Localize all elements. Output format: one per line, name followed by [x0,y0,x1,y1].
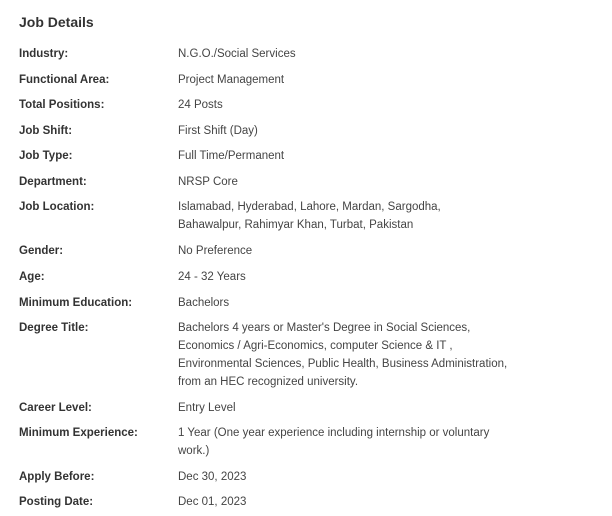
detail-value: 1 Year (One year experience including internship or voluntary work.) [178,427,490,457]
detail-label: Department: [19,176,87,188]
detail-value: Islamabad, Hyderabad, Lahore, Mardan, Sargodha, Bahawalpur, Rahimyar Khan, Turbat, Pakistan [178,201,441,231]
detail-value: No Preference [178,245,253,257]
detail-label: Job Type: [19,150,73,162]
detail-value: Dec 01, 2023 [178,496,247,508]
detail-value: First Shift (Day) [178,125,258,137]
detail-label: Degree Title: [19,322,89,334]
detail-label: Functional Area: [19,74,110,86]
detail-value: Dec 30, 2023 [178,471,247,483]
detail-label: Job Location: [19,201,95,213]
detail-label: Career Level: [19,402,92,414]
section-title: Job Details [19,14,94,30]
detail-label: Minimum Education: [19,297,133,309]
detail-label: Age: [19,271,45,283]
detail-label: Industry: [19,48,69,60]
detail-value: 24 Posts [178,99,223,111]
detail-value: 24 - 32 Years [178,271,246,283]
detail-value: Project Management [178,74,285,86]
detail-value: Bachelors [178,297,230,309]
detail-value: N.G.O./Social Services [178,48,296,60]
detail-value: Bachelors 4 years or Master's Degree in Social Sciences, Economics / Agri-Economics, computer Science & IT , Environmental Sciences, Public Health, Business Administration, from an HEC recognized university. [178,322,508,388]
detail-value: Entry Level [178,402,236,414]
detail-value: Full Time/Permanent [178,150,285,162]
detail-value: NRSP Core [178,176,238,188]
detail-label: Gender: [19,245,64,257]
detail-label: Apply Before: [19,471,95,483]
detail-label: Job Shift: [19,125,73,137]
detail-label: Minimum Experience: [19,427,138,439]
detail-label: Total Positions: [19,99,105,111]
detail-label: Posting Date: [19,496,94,508]
